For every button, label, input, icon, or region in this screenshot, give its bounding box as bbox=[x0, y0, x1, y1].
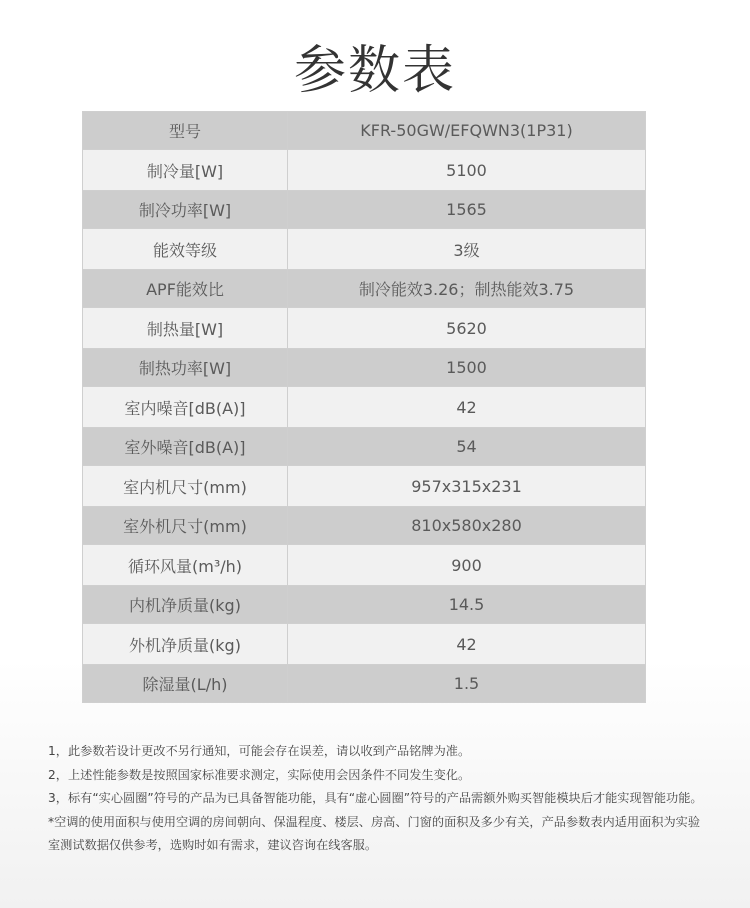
table-row bbox=[83, 466, 646, 507]
row-value-airflow: 900 bbox=[288, 545, 646, 586]
spec-table bbox=[82, 111, 646, 703]
row-label-indoor-weight: 内机净质量(kg) bbox=[83, 586, 288, 624]
table-row bbox=[83, 624, 646, 665]
row-value-outdoor-noise: 54 bbox=[288, 428, 646, 466]
row-label-apf: APF能效比 bbox=[83, 270, 288, 308]
table-row bbox=[83, 191, 646, 229]
row-value-dehumidification: 1.5 bbox=[288, 665, 646, 703]
row-value-outdoor-weight: 42 bbox=[288, 624, 646, 665]
row-label-model: 型号 bbox=[83, 112, 288, 150]
note-item: 2，上述性能参数是按照国家标准要求测定，实际使用会因条件不同发生变化。 bbox=[48, 767, 471, 782]
row-label-outdoor-size: 室外机尺寸(mm) bbox=[83, 507, 288, 545]
note-item: 1，此参数若设计更改不另行通知，可能会存在误差，请以收到产品铭牌为准。 bbox=[48, 744, 471, 758]
row-label-indoor-size: 室内机尺寸(mm) bbox=[83, 466, 288, 507]
row-label-airflow: 循环风量(m³/h) bbox=[83, 545, 288, 586]
table-row bbox=[83, 308, 646, 349]
table-row bbox=[83, 270, 646, 308]
table-row bbox=[83, 586, 646, 624]
note-item: 3，标有“实心圆圈”符号的产品为已具备智能功能，具有“虚心圆圈”符号的产品需额外购买智能模块后才能实现智能功能。 bbox=[48, 791, 703, 805]
table-row bbox=[83, 387, 646, 428]
row-label-heating-capacity: 制热量[W] bbox=[83, 308, 288, 349]
row-label-outdoor-weight: 外机净质量(kg) bbox=[83, 624, 288, 665]
row-label-indoor-noise: 室内噪音[dB(A)] bbox=[83, 387, 288, 428]
table-row bbox=[83, 229, 646, 270]
row-value-outdoor-size: 810x580x280 bbox=[288, 507, 646, 545]
table-row bbox=[83, 507, 646, 545]
row-label-efficiency-grade: 能效等级 bbox=[83, 229, 288, 270]
notes-section bbox=[48, 740, 708, 858]
row-label-heating-power: 制热功率[W] bbox=[83, 349, 288, 387]
row-value-indoor-weight: 14.5 bbox=[288, 586, 646, 624]
row-value-model: KFR-50GW/EFQWN3(1P31) bbox=[288, 112, 646, 150]
table-row bbox=[83, 545, 646, 586]
row-value-cooling-capacity: 5100 bbox=[288, 150, 646, 191]
row-value-indoor-size: 957x315x231 bbox=[288, 466, 646, 507]
row-label-cooling-power: 制冷功率[W] bbox=[83, 191, 288, 229]
row-value-cooling-power: 1565 bbox=[288, 191, 646, 229]
table-row bbox=[83, 112, 646, 150]
note-item: *空调的使用面积与使用空调的房间朝向、保温程度、楼层、房高、门窗的面积及多少有关，产品参数表内适用面积为实验室测试数据仅供参考，选购时如有需求，建议咨询在线客服。 bbox=[48, 814, 701, 852]
row-label-outdoor-noise: 室外噪音[dB(A)] bbox=[83, 428, 288, 466]
table-row bbox=[83, 428, 646, 466]
row-value-heating-capacity: 5620 bbox=[288, 308, 646, 349]
row-label-dehumidification: 除湿量(L/h) bbox=[83, 665, 288, 703]
row-value-apf: 制冷能效3.26；制热能效3.75 bbox=[288, 270, 646, 308]
page-title: 参数表 bbox=[293, 41, 456, 101]
table-row bbox=[83, 349, 646, 387]
table-row bbox=[83, 150, 646, 191]
row-value-heating-power: 1500 bbox=[288, 349, 646, 387]
table-row bbox=[83, 665, 646, 703]
row-value-indoor-noise: 42 bbox=[288, 387, 646, 428]
row-label-cooling-capacity: 制冷量[W] bbox=[83, 150, 288, 191]
row-value-efficiency-grade: 3级 bbox=[288, 229, 646, 270]
